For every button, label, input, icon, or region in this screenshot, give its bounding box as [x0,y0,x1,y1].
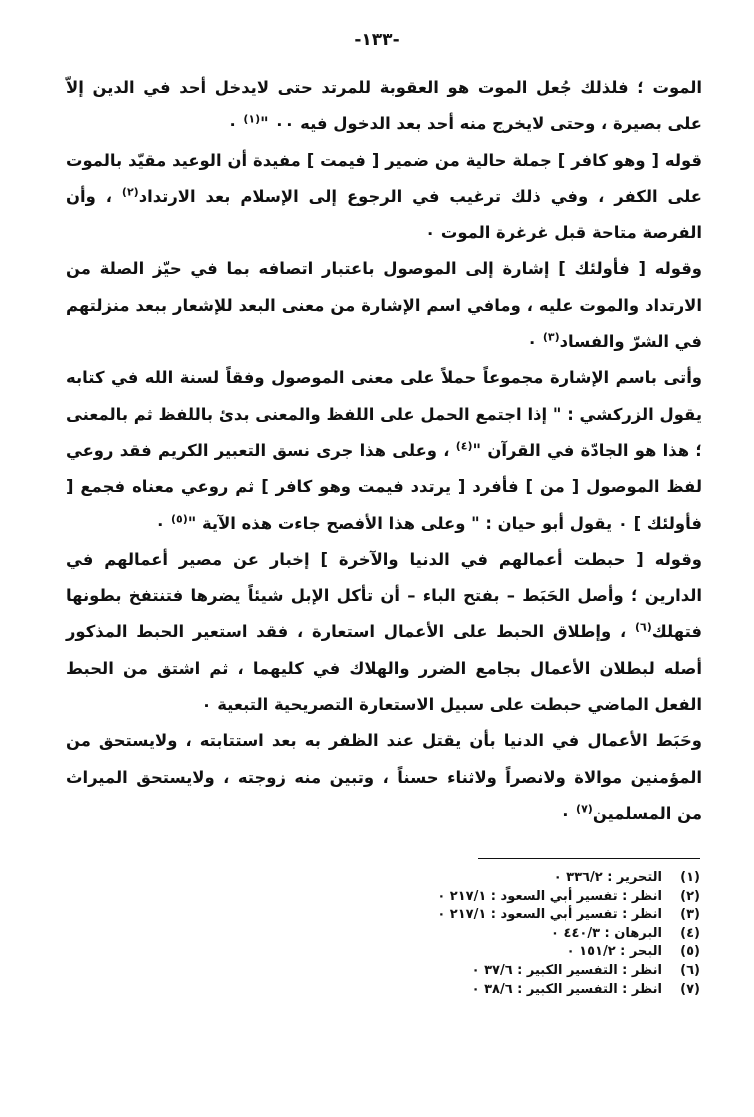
footnote-item [300,906,700,925]
footnote-ref[interactable]: (١) [243,112,261,126]
paragraph: وقوله [ حبطت أعمالهم في الدنيا والآخرة ] إخبار عن مصير أعمالهم في الدارين ؛ وأصل الحَبَط – بفتح الباء – أن تأكل الإبل شيئاً يضرها فتنتفخ بطونها فتهلك$^{(٦)}$ ، وإطلاق الحبط على الأعمال استعارة ، فقد استعير الحبط المذكور أصله لبطلان الأعمال بجامع الضرر والهلاك في كليهما ، ثم اشتق من الحبط الفعل الماضي حبطت على سبيل الاستعارة التصريحية التبعية ٠ [66,549,702,715]
page-number: -١٣٣- [354,30,400,50]
footnote-ref[interactable]: (٢) [121,185,139,199]
footnote-item [300,869,700,888]
paragraph: وقوله [ فأولئك ] إشارة إلى الموصول باعتبار اتصافه بما في حيّز الصلة من الارتداد والموت عليه ، ومافي اسم الإشارة من معنى البعد للإشعار ببعد منزلتهم في الشرّ والفساد$^{(٣)}$ ٠ [66,259,702,352]
footnote-ref[interactable]: (٥) [170,512,188,526]
footnote-text: التحرير : ٣٣٦/٢ ٠ [553,870,662,885]
footnote-item [300,888,700,907]
footnote-text: انظر : التفسير الكبير : ٣٧/٦ ٠ [471,962,662,978]
footnote-ref[interactable]: (٦) [635,620,652,634]
footnote-number: (٦) [680,962,700,978]
footnote-item [300,925,700,944]
footnote-separator [478,858,700,859]
paragraph: وحَبَط الأعمال في الدنيا بأن يقتل عند الظفر به بعد استتابته ، ولايستحق من المؤمنين موالاة ولانصراً ولاثناء حسناً ، وتبين منه زوجته ، ولايستحق الميراث من المسلمين$^{(٧)}$ ٠ [66,731,702,823]
footnote-number: (٧) [680,981,700,997]
footnote-number: (٣) [680,907,700,923]
footnote-text: انظر : تفسير أبي السعود : ٢١٧/١ ٠ [437,888,662,904]
footnote-number: (١) [680,870,700,885]
paragraph: وأتى باسم الإشارة مجموعاً حملاً على معنى الموصول وفقاً لسنة الله في كتابه يقول الزركشي : " إذا اجتمع الحمل على اللفظ والمعنى بدئ باللفظ ثم بالمعنى ؛ هذا هو الجادّة في القرآن "$^{(٤)}$ ، وعلى هذا جرى نسق التعبير الكريم فقد روعي لفظ الموصول [ من ] فأفرد [ يرتدد فيمت وهو كافر ] ثم روعي معناه فجمع [ فأولئك ] ٠ يقول أبو حيان : " وعلى هذا الأفصح جاءت هذه الآية "$^{(٥)}$ ٠ [66,368,702,533]
body-text [66,70,702,832]
footnote-item [300,981,700,1000]
footnote-ref[interactable]: (٧) [576,802,593,816]
footnote-item [300,962,700,981]
footnote-number: (٤) [680,925,700,941]
footnote-item [300,943,700,962]
footnote-ref[interactable]: (٤) [455,439,473,453]
footnote-text: البحر : ١٥١/٢ ٠ [566,944,662,960]
footnote-text: انظر : التفسير الكبير : ٣٨/٦ ٠ [471,981,662,997]
footnotes [300,869,700,999]
footnote-ref[interactable]: (٣) [542,330,560,344]
paragraph: الموت ؛ فلذلك جُعل الموت هو العقوبة للمرتد حتى لايدخل أحد في الدين إلاّ على بصيرة ، وحتى لايخرج منه أحد بعد الدخول فيه ٠٠ "$^{(١)}$ ٠ [66,78,702,134]
footnote-text: انظر : تفسير أبي السعود : ٢١٧/١ ٠ [437,907,662,923]
paragraph: قوله [ وهو كافر ] جملة حالية من ضمير [ فيمت ] مفيدة أن الوعيد مقيّد بالموت على الكفر ، وفي ذلك ترغيب في الرجوع إلى الإسلام بعد الارتداد$^{(٢)}$ ، وأن الفرصة متاحة قبل غرغرة الموت ٠ [66,150,703,243]
footnote-number: (٥) [680,944,700,960]
footnote-number: (٢) [680,888,700,904]
footnote-text: البرهان : ٤٤٠/٣ ٠ [551,925,662,941]
